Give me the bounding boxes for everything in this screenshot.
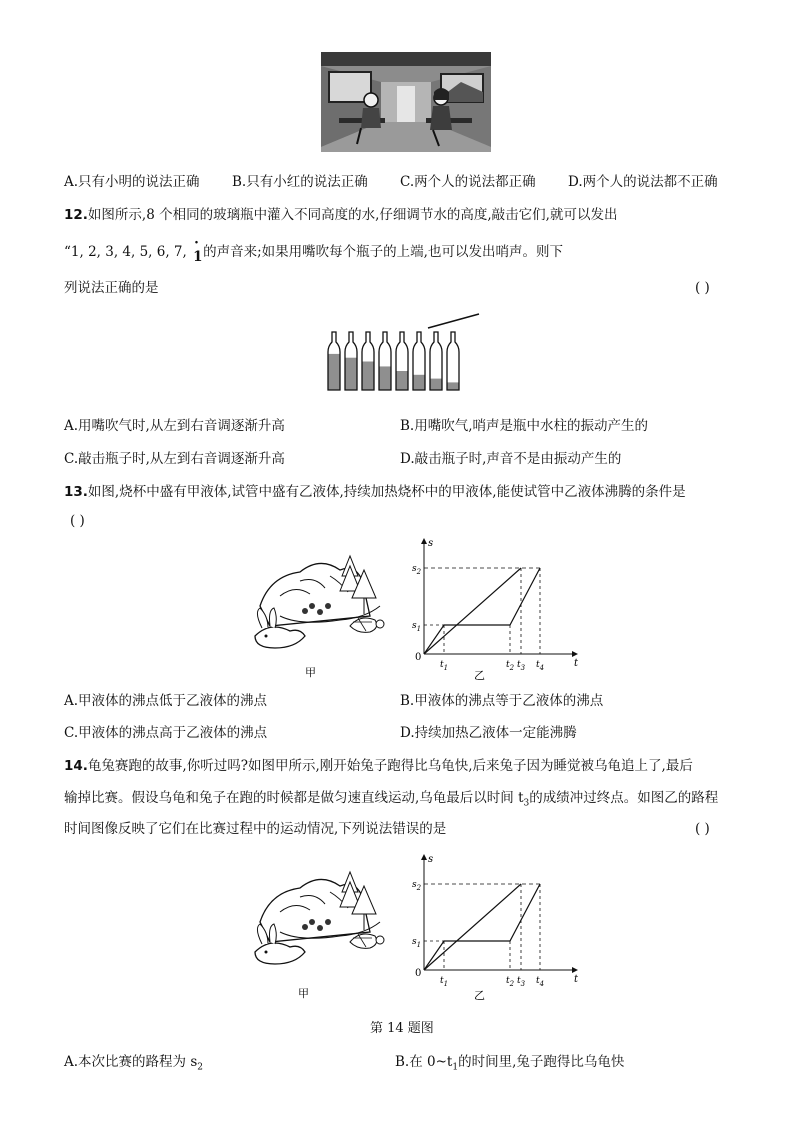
q12-stem-line2: [64, 234, 563, 265]
q11-option-a: A.只有小明的说法正确: [64, 174, 200, 190]
q14-s1: s: [412, 937, 417, 947]
q12-option-d: D.敲击瓶子时,声音不是由振动产生的: [400, 451, 622, 467]
q14-stem-line2: [64, 789, 718, 813]
svg-text:t3: [517, 976, 526, 988]
q14-option-a-sub: 2: [197, 1062, 203, 1073]
svg-text:s1: [412, 937, 421, 949]
q14-option-a: [64, 1053, 203, 1077]
bottle: [396, 332, 408, 390]
q13-t1-sub: 1: [443, 664, 449, 672]
q12-option-a: A.用嘴吹气时,从左到右音调逐渐升高: [64, 418, 285, 434]
bottle: [345, 332, 357, 390]
q14-t3-sub: 3: [523, 798, 530, 809]
q14-stem-text-2a: 输掉比赛。假设乌龟和兔子在跑的时候都是做匀速直线运动,乌龟最后以时间 t: [64, 790, 524, 806]
q13-stem-text: 如图,烧杯中盛有甲液体,试管中盛有乙液体,持续加热烧杯中的甲液体,能使试管中乙液体沸腾的条件是: [87, 484, 686, 500]
q13-figure: [240, 536, 579, 686]
q14-option-b-sub: 1: [452, 1062, 459, 1073]
q13-number: 13.: [64, 484, 88, 500]
striking-stick: [428, 314, 479, 328]
q12-option-b: B.用嘴吹气,哨声是瓶中水柱的振动产生的: [400, 418, 649, 434]
q14-st-graph: [412, 854, 579, 1002]
bottle-water: [413, 375, 425, 390]
q14-stem-line3: 时间图像反映了它们在比赛过程中的运动情况,下列说法错误的是: [64, 821, 447, 837]
q13-s2-sub: 2: [416, 568, 422, 576]
svg-text:t2: [506, 660, 515, 672]
q13-st-graph: [412, 538, 579, 682]
q13-fig-label-yi: 乙: [474, 669, 485, 682]
q13-s1-sub: 1: [416, 625, 422, 633]
bottle-water: [430, 379, 442, 390]
q14-option-b-text-post: 的时间里,兔子跑得比乌龟快: [458, 1054, 625, 1070]
q13-s2: s: [412, 564, 417, 574]
q13-fig-label-jia: 甲: [305, 666, 316, 679]
bottle: [362, 332, 374, 390]
q12-notes-prefix: “1, 2, 3, 4, 5, 6, 7,: [64, 244, 187, 260]
q13-option-c: C.甲液体的沸点高于乙液体的沸点: [64, 725, 268, 741]
svg-text:s2: [412, 880, 422, 892]
q12-stem-line3: 列说法正确的是: [64, 280, 159, 296]
q14-fig-label-yi: 乙: [474, 989, 485, 1002]
q14-t3-sub: 3: [520, 980, 526, 988]
svg-text:t2: [506, 976, 515, 988]
bottles-figure: [322, 310, 482, 395]
q13-axis-s: s: [428, 538, 434, 549]
q14-option-b: [395, 1053, 624, 1077]
bottle-water: [396, 371, 408, 390]
q13-s1: s: [412, 621, 417, 631]
rabbit-tortoise-illustration: [255, 556, 384, 648]
bottle: [413, 332, 425, 390]
q13-origin: 0: [415, 652, 422, 663]
q14-axis-t: t: [574, 974, 579, 985]
q12-high-do: [191, 234, 203, 265]
q14-s1-sub: 1: [416, 941, 422, 949]
q14-t2: t: [506, 976, 510, 986]
q14-number: 14.: [64, 758, 88, 774]
svg-text:t1: [440, 660, 448, 672]
q11-option-b: B.只有小红的说法正确: [232, 174, 368, 190]
q14-t1-sub: 1: [443, 980, 449, 988]
q12-high-do-digit: 1: [193, 248, 203, 265]
q14-t4-sub: 4: [539, 980, 545, 988]
bottle: [447, 332, 459, 390]
bottle-water: [328, 354, 340, 390]
q12-number: 12.: [64, 207, 88, 223]
q14-fig-label-jia: 甲: [298, 987, 309, 1000]
svg-text:t3: [517, 660, 526, 672]
q13-option-b: B.甲液体的沸点等于乙液体的沸点: [400, 693, 604, 709]
q13-t3: t: [517, 660, 521, 670]
q14-origin: 0: [415, 968, 422, 979]
q13-t2: t: [506, 660, 510, 670]
q14-stem-text-1: 龟兔赛跑的故事,你听过吗?如图甲所示,刚开始兔子跑得比乌龟快,后来兔子因为睡觉被乌龟追上了,最后: [87, 758, 693, 774]
q14-option-a-text: A.本次比赛的路程为 s: [64, 1054, 198, 1070]
q13-axis-t: t: [574, 658, 579, 669]
q13-t4: t: [536, 660, 540, 670]
bottle: [430, 332, 442, 390]
svg-text:s2: [412, 564, 422, 576]
q11-option-c: C.两个人的说法都正确: [400, 174, 536, 190]
q12-option-c: C.敲击瓶子时,从左到右音调逐渐升高: [64, 451, 285, 467]
q13-t3-sub: 3: [520, 664, 526, 672]
svg-text:s1: [412, 621, 421, 633]
q14-t2-sub: 2: [509, 980, 515, 988]
q13-t2-sub: 2: [509, 664, 515, 672]
q14-answer-bracket: ( ): [695, 821, 710, 837]
q14-s2-sub: 2: [416, 884, 422, 892]
q14-t3: t: [517, 976, 521, 986]
q14-option-b-text: B.在 0~t: [395, 1054, 453, 1070]
bottle-water: [362, 362, 374, 391]
rabbit-tortoise-illustration-2: [255, 872, 384, 964]
q14-axis-s: s: [428, 854, 434, 865]
q14-figure-caption: 第 14 题图: [370, 1021, 434, 1036]
bottle-water: [345, 358, 357, 390]
q14-s2: s: [412, 880, 417, 890]
q12-answer-bracket: ( ): [695, 280, 710, 296]
bottle-water: [447, 382, 459, 390]
q13-t1: t: [440, 660, 444, 670]
q14-t4: t: [536, 976, 540, 986]
bottle-water: [379, 366, 391, 390]
q14-stem-text-2b: 的成绩冲过终点。如图乙的路程: [529, 790, 719, 806]
q12-notes-suffix: 的声音来;如果用嘴吹每个瓶子的上端,也可以发出哨声。则下: [203, 244, 563, 260]
q13-option-d: D.持续加热乙液体一定能沸腾: [400, 725, 577, 741]
bottle-outline: [447, 332, 459, 390]
svg-text:t4: [536, 976, 544, 988]
bottle: [328, 332, 340, 390]
bottle: [379, 332, 391, 390]
q14-t1: t: [440, 976, 444, 986]
q13-answer-bracket: ( ): [70, 513, 85, 529]
svg-text:t1: [440, 976, 448, 988]
q12-stem-line1: [64, 206, 617, 224]
q11-option-d: D.两个人的说法都不正确: [568, 174, 718, 190]
q13-t4-sub: 4: [539, 664, 545, 672]
q12-stem-text: 如图所示,8 个相同的玻璃瓶中灌入不同高度的水,仔细调节水的高度,敲击它们,就可以发出: [87, 207, 618, 223]
q14-stem-line1: [64, 757, 693, 775]
q14-figure: [240, 852, 579, 1002]
classroom-photo: [321, 52, 491, 152]
svg-text:t4: [536, 660, 544, 672]
q13-option-a: A.甲液体的沸点低于乙液体的沸点: [64, 693, 268, 709]
q13-stem: [64, 483, 686, 501]
q12-high-do-dot: ·: [194, 234, 199, 251]
